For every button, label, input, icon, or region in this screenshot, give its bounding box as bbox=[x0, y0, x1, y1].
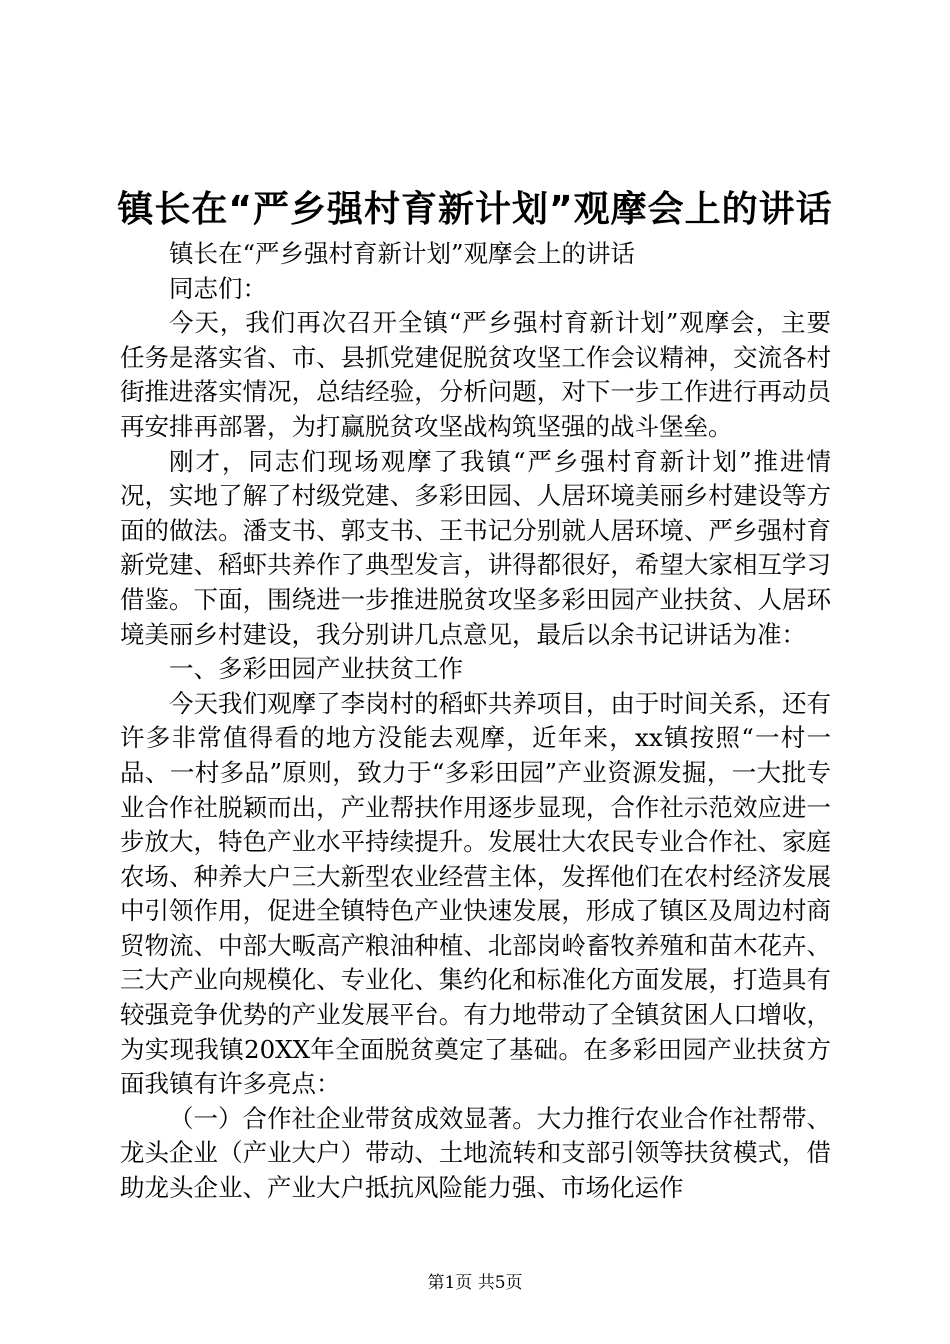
salutation: 同志们： bbox=[169, 273, 267, 303]
document-body bbox=[120, 237, 831, 1206]
paragraph: 刚才，同志们现场观摩了我镇“严乡强村育新计划”推进情况，实地了解了村级党建、多彩田园、人居环境美丽乡村建设等方面的做法。潘支书、郭支书、王书记分别就人居环境、严乡强村育新党建、稻虾共养作了典型发言，讲得都很好，希望大家相互学习借鉴。下面，围绕进一步推进脱贫攻坚多彩田园产业扶贫、人居环境美丽乡村建设，我分别讲几点意见，最后以余书记讲话为准： bbox=[120, 446, 831, 649]
body-subtitle: 镇长在“严乡强村育新计划”观摩会上的讲话 bbox=[169, 239, 636, 268]
paragraph: 今天，我们再次召开全镇“严乡强村育新计划”观摩会，主要任务是落实省、市、县抓党建促脱贫攻坚工作会议精神，交流各村街推进落实情况，总结经验，分析问题，对下一步工作进行再动员再安排再部署，为打赢脱贫攻坚战构筑坚强的战斗堡垒。 bbox=[120, 308, 831, 441]
page-number-footer: 第1页 共5页 bbox=[427, 1273, 523, 1293]
paragraph: （一）合作社企业带贫成效显著。大力推行农业合作社帮带、龙头企业（产业大户）带动、土地流转和支部引领等扶贫模式，借助龙头企业、产业大户抵抗风险能力强、市场化运作 bbox=[120, 1103, 831, 1203]
document-title: 镇长在“严乡强村育新计划”观摩会上的讲话 bbox=[117, 189, 833, 230]
paragraph: 今天我们观摩了李岗村的稻虾共养项目，由于时间关系，还有许多非常值得看的地方没能去观摩，近年来，xx镇按照“一村一品、一村多品”原则，致力于“多彩田园”产业资源发掘，一大批专业合作社脱颖而出，产业帮扶作用逐步显现，合作社示范效应进一步放大，特色产业水平持续提升。发展壮大农民专业合作社、家庭农场、种养大户三大新型农业经营主体，发挥他们在农村经济发展中引领作用，促进全镇特色产业快速发展，形成了镇区及周边村商贸物流、中部大畈高产粮油种植、北部岗岭畜牧养殖和苗木花卉、三大产业向规模化、专业化、集约化和标准化方面发展，打造具有较强竞争优势的产业发展平台。有力地带动了全镇贫困人口增收，为实现我镇20XX年全面脱贫奠定了基础。在多彩田园产业扶贫方面我镇有许多亮点： bbox=[120, 688, 831, 1099]
section-heading: 一、多彩田园产业扶贫工作 bbox=[169, 654, 463, 684]
